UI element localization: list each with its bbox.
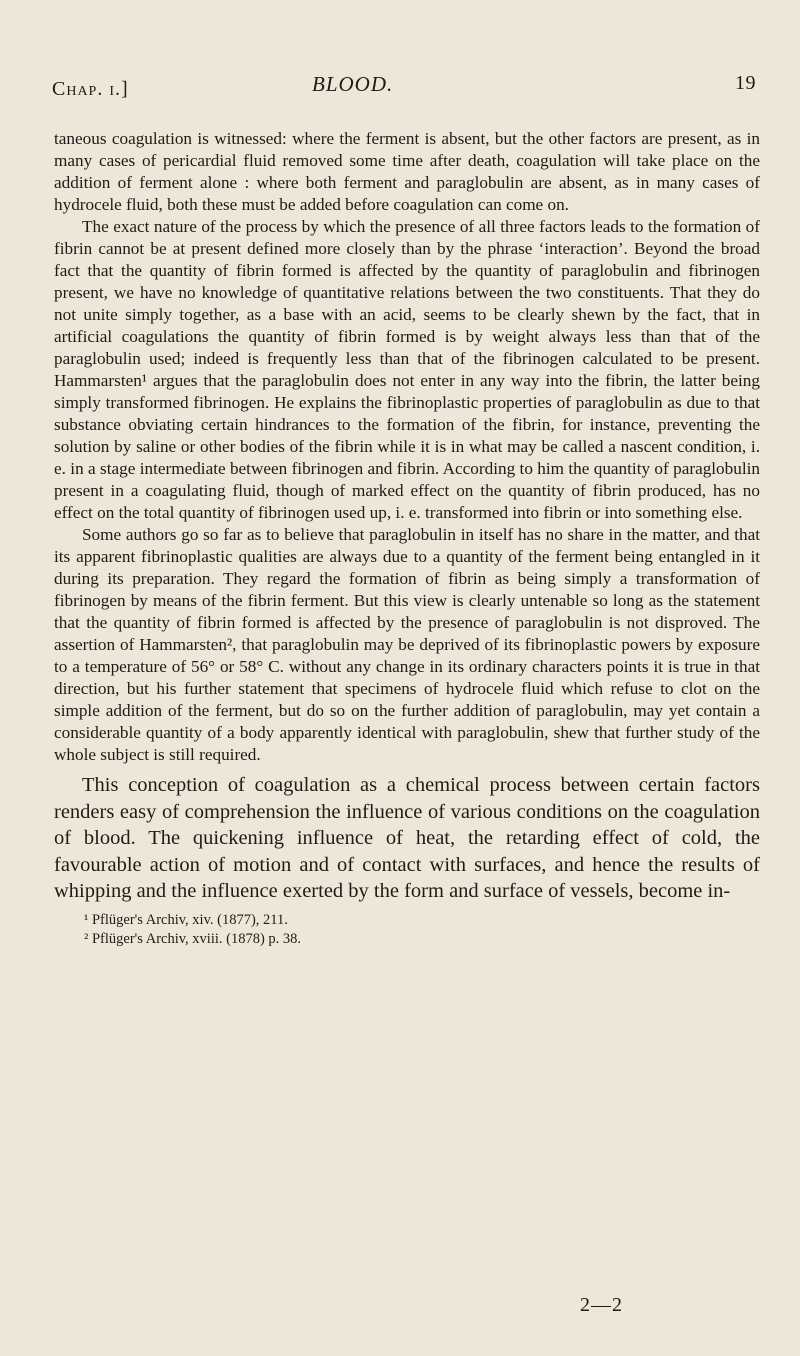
body-text	[54, 128, 760, 905]
page-number: 19	[735, 72, 756, 94]
footnote-2: ² Pflüger's Archiv, xviii. (1878) p. 38.	[84, 930, 302, 947]
running-title: BLOOD.	[312, 72, 394, 96]
footnote-1: ¹ Pflüger's Archiv, xiv. (1877), 211.	[84, 911, 288, 928]
footnotes	[54, 911, 760, 949]
running-head	[54, 72, 760, 112]
paragraph-1: taneous coagulation is witnessed: where the ferment is absent, but the other factors are present, as in many cases of pericardial fluid removed some time after death, coagulation will take place on the addition of ferment alone : where both ferment and paraglobulin are absent, as in many cases of hydrocele fluid, both these must be added before coagulation can come on.	[54, 129, 760, 214]
signature-mark: 2—2	[580, 1294, 623, 1316]
paragraph-2: The exact nature of the process by which the presence of all three factors leads to the formation of fibrin cannot be at present defined more closely than by the phrase ‘interaction’. Beyond the broad fact that the quantity of fibrin formed is affected by the quantity of paraglobulin and fibrinogen present, we have no knowledge of quantitative relations between the two constituents. That they do not unite simply together, as a base with an acid, seems to be clearly shewn by the fact, that in artificial coagulations the quantity of fibrin formed is by weight always less than that of the paraglobulin used; indeed is frequently less than that of the fibrinogen calculated to be present. Hammarsten¹ argues that the paraglobulin does not enter in any way into the fibrin, the latter being simply transformed fibrinogen. He explains the fibrinoplastic properties of paraglobulin as due to that substance obviating certain hindrances to the formation of the fibrin, for instance, preventing the solution by saline or other bodies of the fibrin while it is in what may be called a nascent condition, i. e. in a stage intermediate between fibrinogen and fibrin. According to him the quantity of paraglobulin present in a coagulating fluid, though of marked effect on the quantity of fibrin produced, has no effect on the total quantity of fibrinogen used up, i. e. transformed into fibrin or into something else.	[54, 217, 760, 522]
paragraph-3: Some authors go so far as to believe that paraglobulin in itself has no share in the matter, and that its apparent fibrinoplastic qualities are always due to a quantity of the ferment being entangled in it during its preparation. They regard the formation of fibrin as being simply a transformation of fibrinogen by means of the fibrin ferment. But this view is clearly untenable so long as the statement that the quantity of fibrin formed is affected by the presence of paraglobulin is not disproved. The assertion of Hammarsten², that paraglobulin may be deprived of its fibrinoplastic powers by exposure to a temperature of 56° or 58° C. without any change in its ordinary characters points it is true in that direction, but his further statement that specimens of hydrocele fluid which refuse to clot on the simple addition of the ferment, but do so on the further addition of paraglobulin, may yet contain a considerable quantity of a body apparently identical with paraglobulin, shew that further study of the whole subject is still required.	[54, 525, 760, 764]
paragraph-4: This conception of coagulation as a chemical process between certain factors renders easy of comprehension the influence of various conditions on the coagulation of blood. The quickening influence of heat, the retarding effect of cold, the favourable action of motion and of contact with surfaces, and hence the results of whipping and the influence exerted by the form and surface of vessels, become in-	[54, 774, 760, 902]
chapter-label: Chap. i.]	[52, 78, 129, 100]
